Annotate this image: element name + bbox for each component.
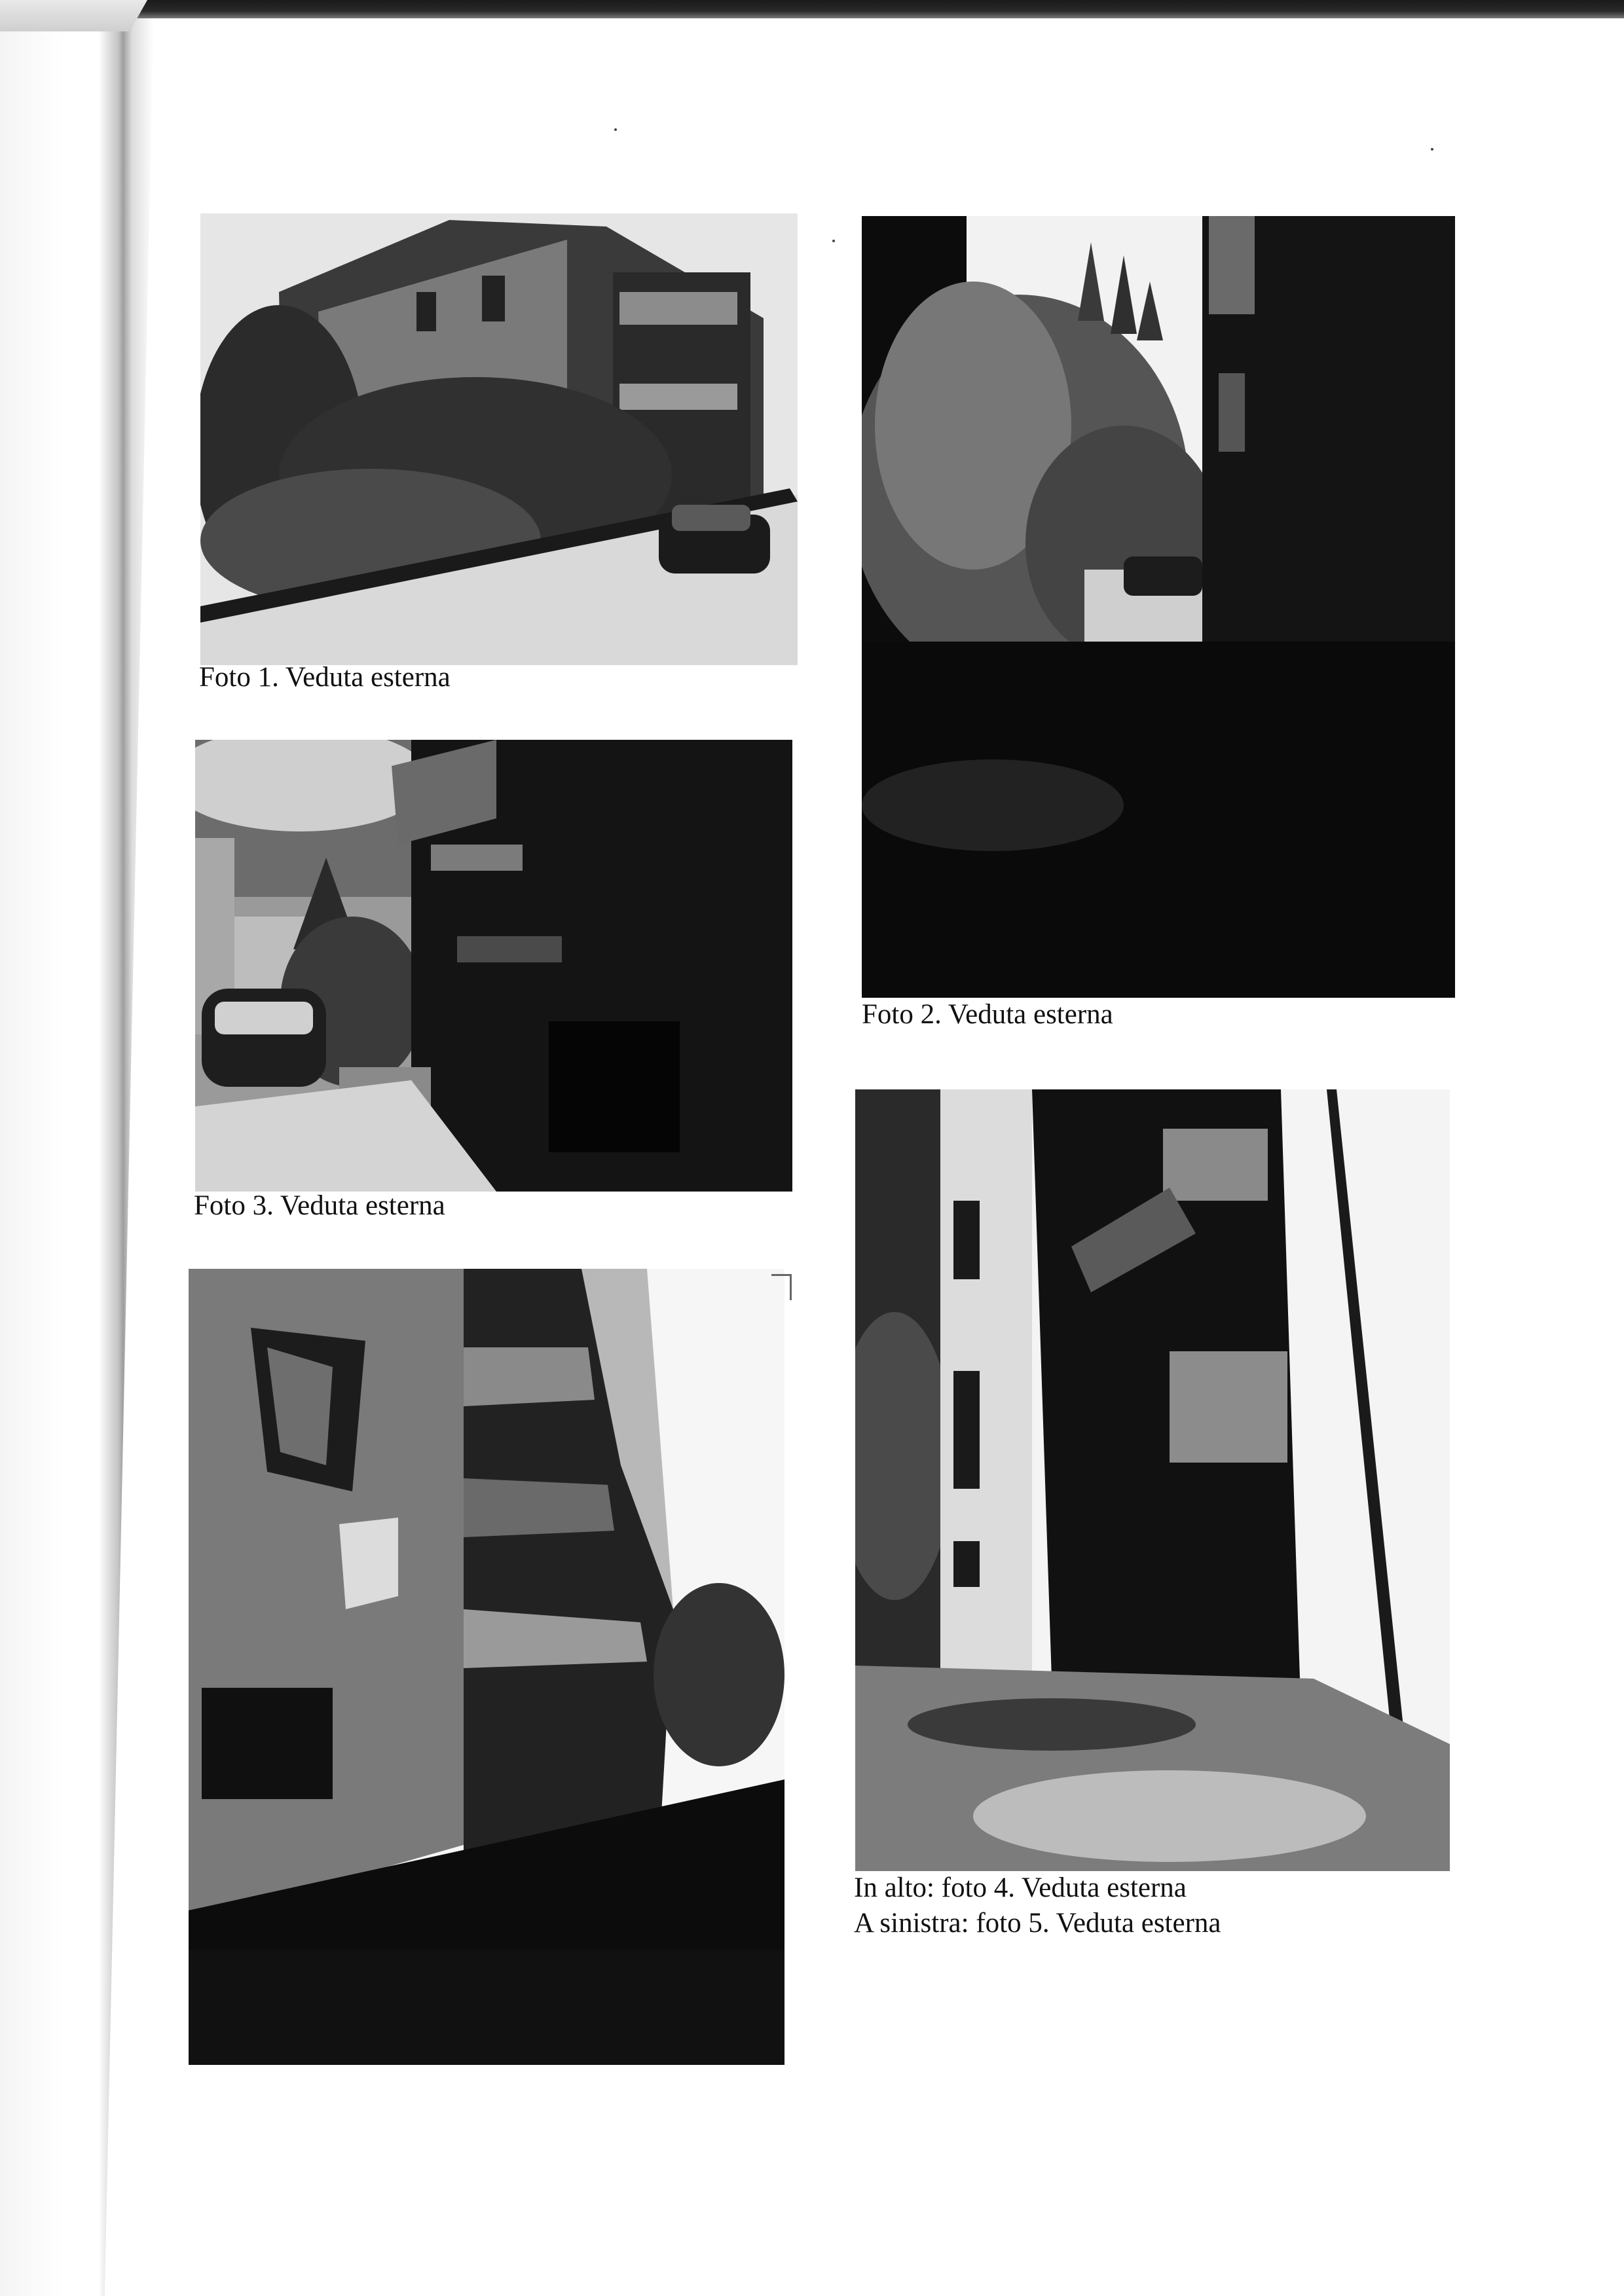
- photo-3-image: [195, 740, 792, 1192]
- photo-2: [862, 216, 1455, 998]
- photo-2-image: [862, 216, 1455, 998]
- photo-5: [189, 1269, 784, 2065]
- scan-mark: [771, 1274, 791, 1276]
- scan-speck: [832, 240, 835, 242]
- scan-speck: [614, 128, 617, 131]
- photo-5-image: [189, 1269, 784, 2065]
- photo-1-caption: Foto 1. Veduta esterna: [199, 662, 451, 693]
- scan-mark: [790, 1274, 792, 1300]
- photo-4-image: [855, 1089, 1450, 1871]
- photo-1-image: [200, 213, 798, 665]
- scan-top-edge: [0, 0, 1624, 18]
- photo-4: [855, 1089, 1450, 1871]
- photo-4-5-caption-line-2: A sinistra: foto 5. Veduta esterna: [854, 1908, 1221, 1939]
- photo-3: [195, 740, 792, 1192]
- photo-1: [200, 213, 798, 665]
- scan-speck: [1431, 148, 1433, 151]
- photo-2-caption: Foto 2. Veduta esterna: [862, 999, 1113, 1030]
- photo-3-caption: Foto 3. Veduta esterna: [194, 1190, 445, 1221]
- scan-page-corner: [0, 0, 147, 31]
- photo-4-5-caption-line-1: In alto: foto 4. Veduta esterna: [854, 1872, 1187, 1903]
- binding-shadow: [0, 0, 154, 2296]
